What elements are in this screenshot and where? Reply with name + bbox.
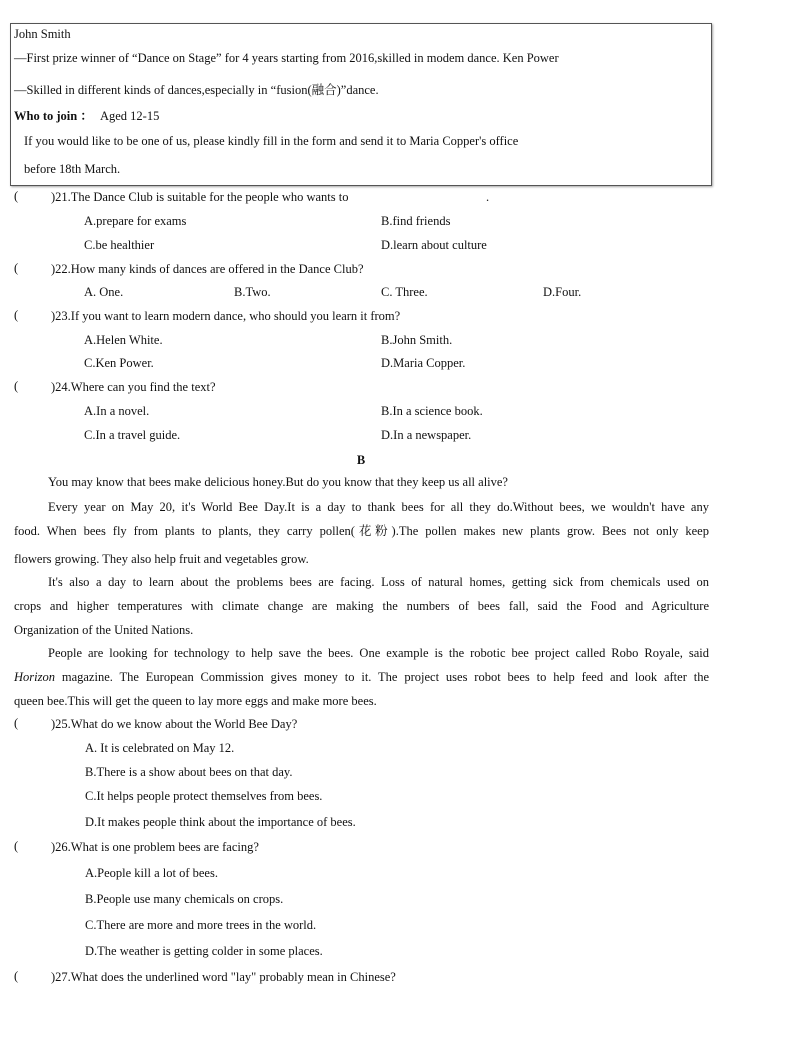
magazine-name: Horizon xyxy=(14,670,55,684)
who-to-join xyxy=(14,108,159,124)
question-stem: )24.Where can you find the text? xyxy=(51,380,216,394)
option-b: B.There is a show about bees on that day. xyxy=(85,765,293,779)
paragraph-4-line-2-text: magazine. The European Commission gives money to it. The project uses robot bees to help feed and look after the xyxy=(54,670,709,684)
option-a: A.Helen White. xyxy=(84,333,163,347)
form-line-2: before 18th March. xyxy=(24,162,121,176)
club-info-box xyxy=(10,23,712,186)
answer-paren: ( xyxy=(14,379,19,393)
option-d: D.The weather is getting colder in some places. xyxy=(85,944,323,958)
question-stem: )22.How many kinds of dances are offered in the Dance Club? xyxy=(51,262,364,276)
paragraph-2-line-2: food. When bees fly from plants to plants, they carry pollen(花粉).The pollen makes new plants grow. Bees not only keep xyxy=(14,524,709,538)
who-label: Who to join ： xyxy=(14,109,93,123)
option-d: D.Four. xyxy=(543,285,582,299)
option-c: C. Three. xyxy=(381,285,428,299)
answer-paren: ( xyxy=(14,189,19,203)
answer-paren: ( xyxy=(14,261,19,275)
question-stem: )23.If you want to learn modern dance, who should you learn it from? xyxy=(51,309,401,323)
option-a: A.prepare for exams xyxy=(84,214,187,228)
paragraph-3-line-2: crops and higher temperatures with climate change are making the numbers of bees fall, said the Food and Agriculture xyxy=(14,599,709,613)
option-c: C.be healthier xyxy=(84,238,155,252)
option-b: B.find friends xyxy=(381,214,451,228)
answer-paren: ( xyxy=(14,308,19,322)
option-a: A. One. xyxy=(84,285,124,299)
option-b: B.In a science book. xyxy=(381,404,483,418)
option-d: D.In a newspaper. xyxy=(381,428,472,442)
paragraph-1: You may know that bees make delicious honey.But do you know that they keep us all alive? xyxy=(48,475,508,489)
option-a: A.People kill a lot of bees. xyxy=(85,866,218,880)
skilled-line: —Skilled in different kinds of dances,especially in “fusion(融合)”dance. xyxy=(14,83,379,97)
paragraph-4-line-3: queen bee.This will get the queen to lay more eggs and make more bees. xyxy=(14,694,377,708)
coach-name: John Smith xyxy=(14,27,71,41)
paragraph-2-line-1: Every year on May 20, it's World Bee Day.It is a day to thank bees for all they do.Without bees, we wouldn't have any xyxy=(48,500,709,514)
paragraph-4-line-2 xyxy=(14,669,709,685)
option-d: D.learn about culture xyxy=(381,238,487,252)
option-b: B.People use many chemicals on crops. xyxy=(85,892,284,906)
who-value: Aged 12-15 xyxy=(99,109,160,123)
option-c: C.In a travel guide. xyxy=(84,428,181,442)
option-c: C.It helps people protect themselves from bees. xyxy=(85,789,323,803)
option-c: C.Ken Power. xyxy=(84,356,154,370)
answer-paren: ( xyxy=(14,839,19,853)
answer-paren: ( xyxy=(14,716,19,730)
question-stem: )26.What is one problem bees are facing? xyxy=(51,840,259,854)
question-stem: )27.What does the underlined word "lay" probably mean in Chinese? xyxy=(51,970,396,984)
option-b: B.John Smith. xyxy=(381,333,453,347)
paragraph-3-line-1: It's also a day to learn about the problems bees are facing. Loss of natural homes, getting sick from chemicals used on xyxy=(48,575,709,589)
form-line-1: If you would like to be one of us, please kindly fill in the form and send it to Maria Copper's office xyxy=(24,134,519,148)
paragraph-4-line-1: People are looking for technology to help save the bees. One example is the robotic bee project called Robo Royale, said xyxy=(48,646,709,660)
option-d: D.Maria Copper. xyxy=(381,356,466,370)
option-c: C.There are more and more trees in the world. xyxy=(85,918,317,932)
paragraph-2-line-3: flowers growing. They also help fruit and vegetables grow. xyxy=(14,552,309,566)
answer-paren: ( xyxy=(14,969,19,983)
question-stem: )21.The Dance Club is suitable for the people who wants to xyxy=(51,190,349,204)
section-heading: B xyxy=(356,453,366,467)
option-d: D.It makes people think about the importance of bees. xyxy=(85,815,356,829)
question-blank-end: . xyxy=(486,190,490,204)
paragraph-3-line-3: Organization of the United Nations. xyxy=(14,623,194,637)
option-b: B.Two. xyxy=(234,285,271,299)
option-a: A. It is celebrated on May 12. xyxy=(85,741,235,755)
question-stem: )25.What do we know about the World Bee Day? xyxy=(51,717,298,731)
option-a: A.In a novel. xyxy=(84,404,150,418)
prize-line: —First prize winner of “Dance on Stage” for 4 years starting from 2016,skilled in modem dance. Ken Power xyxy=(14,51,559,65)
